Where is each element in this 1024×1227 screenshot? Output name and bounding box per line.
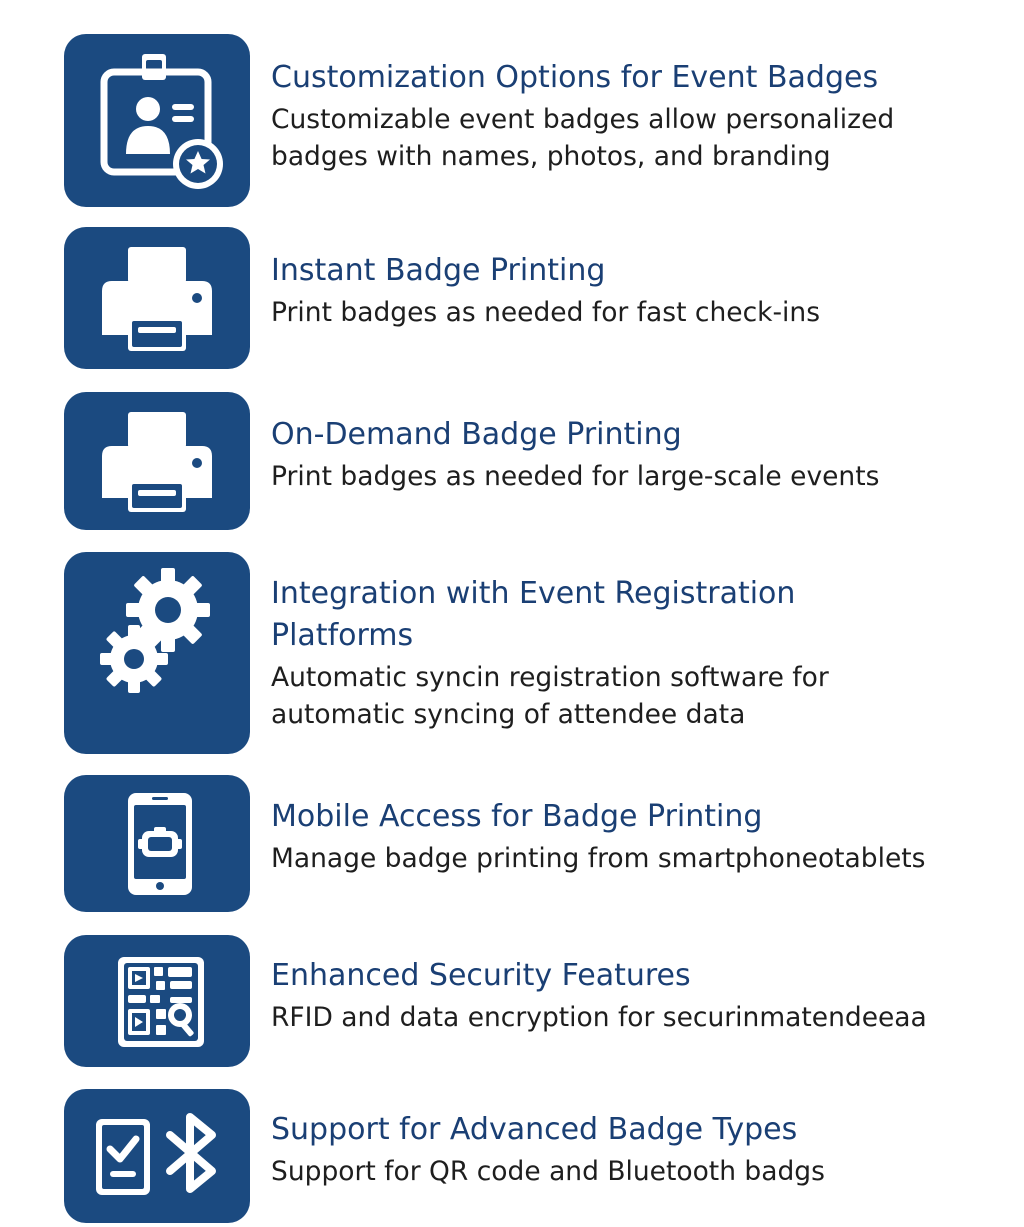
- feature-row: [64, 552, 964, 754]
- feature-text: [271, 250, 971, 331]
- printer-icon: [64, 392, 250, 530]
- feature-row: [64, 34, 964, 207]
- printer-icon: [64, 227, 250, 369]
- smartphone-icon: [64, 775, 250, 912]
- id-badge-star-icon: [64, 34, 250, 207]
- feature-title: Customization Options for Event Badges: [271, 60, 879, 95]
- feature-text: [271, 1109, 971, 1190]
- feature-title: Support for Advanced Badge Types: [271, 1112, 798, 1147]
- gears-icon: [64, 552, 250, 754]
- feature-description: Print badges as needed for fast check-ins: [271, 297, 821, 328]
- feature-text: [271, 796, 971, 877]
- feature-text: [271, 57, 971, 175]
- feature-row: [64, 1089, 964, 1223]
- feature-icon-tile: [64, 1089, 250, 1223]
- feature-icon-tile: [64, 34, 250, 207]
- feature-text: [271, 573, 971, 733]
- feature-text: [271, 414, 971, 495]
- feature-icon-tile: [64, 552, 250, 754]
- feature-description: Print badges as needed for large-scale events: [271, 461, 880, 492]
- feature-title: Instant Badge Printing: [271, 253, 606, 288]
- feature-row: [64, 775, 964, 912]
- feature-title: On-Demand Badge Printing: [271, 417, 682, 452]
- feature-icon-tile: [64, 935, 250, 1067]
- feature-title: Enhanced Security Features: [271, 958, 691, 993]
- feature-icon-tile: [64, 392, 250, 530]
- qr-code-icon: [64, 935, 250, 1067]
- feature-description: Automatic syncin registration software for automatic syncing of attendee data: [271, 662, 829, 730]
- checklist-bluetooth-icon: [64, 1089, 250, 1223]
- feature-row: [64, 935, 964, 1067]
- feature-row: [64, 392, 964, 530]
- feature-title: Integration with Event Registration Platforms: [271, 576, 796, 653]
- feature-text: [271, 955, 971, 1036]
- feature-description: RFID and data encryption for securinmatendeeaa: [271, 1002, 927, 1033]
- feature-title: Mobile Access for Badge Printing: [271, 799, 763, 834]
- feature-icon-tile: [64, 775, 250, 912]
- feature-description: Manage badge printing from smartphoneotablets: [271, 843, 926, 874]
- feature-description: Customizable event badges allow personalized badges with names, photos, and branding: [271, 104, 895, 172]
- feature-icon-tile: [64, 227, 250, 369]
- feature-row: [64, 227, 964, 369]
- feature-description: Support for QR code and Bluetooth badgs: [271, 1156, 825, 1187]
